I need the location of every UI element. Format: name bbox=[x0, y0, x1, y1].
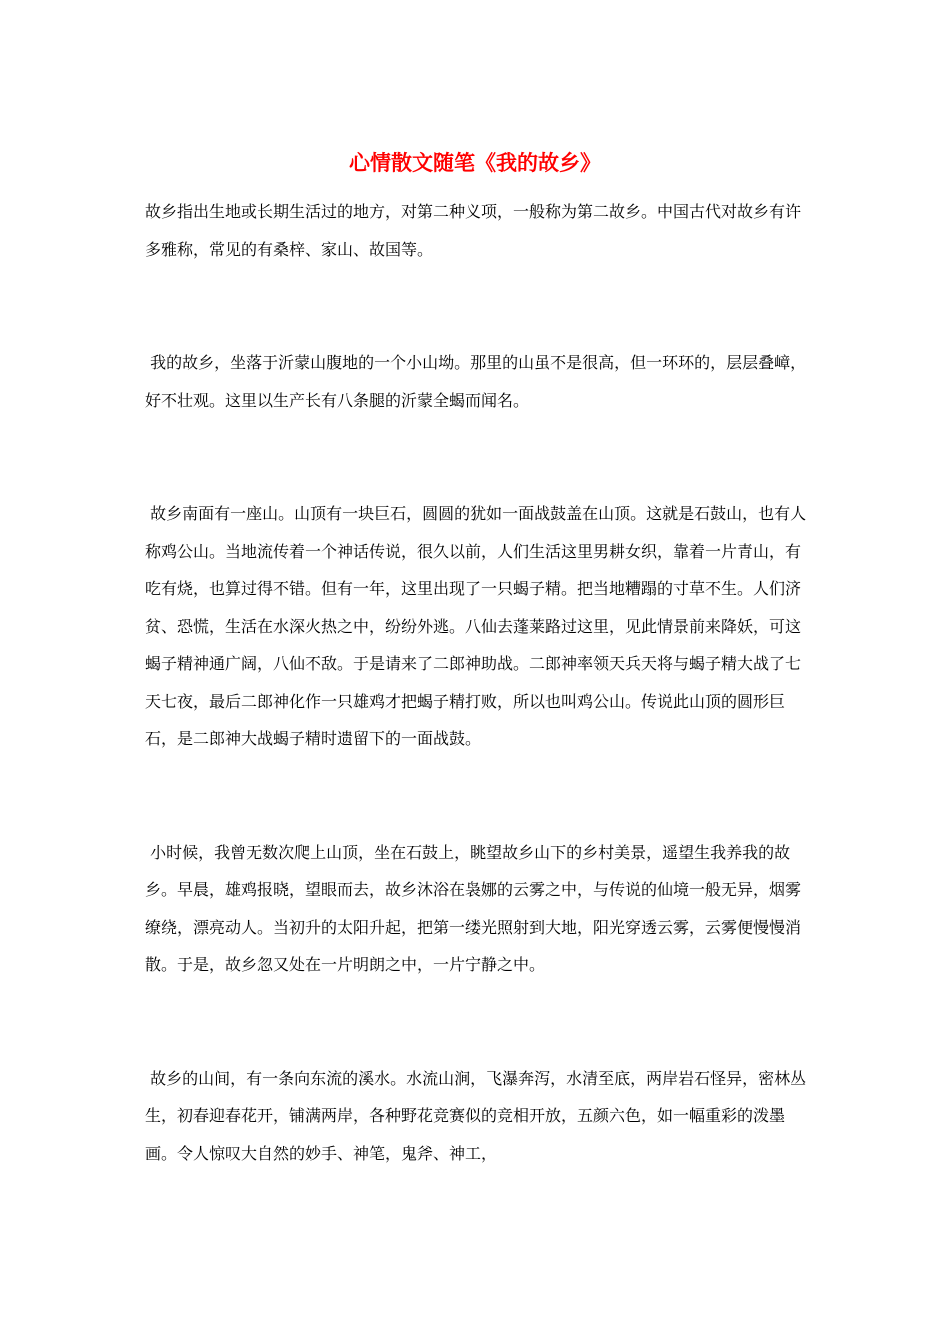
document-body bbox=[145, 193, 810, 1172]
paragraph-stone-drum-legend: 故乡南面有一座山。山顶有一块巨石，圆圆的犹如一面战鼓盖在山顶。这就是石鼓山，也有人称鸡公山。当地流传着一个神话传说，很久以前，人们生活这里男耕女织，靠着一片青山，有吃有烧，也算过得不错。但有一年，这里出现了一只蝎子精。把当地糟蹋的寸草不生。人们济贫、恐慌，生活在水深火热之中，纷纷外逃。八仙去蓬莱路过这里，见此情景前来降妖，可这蝎子精神通广阔，八仙不敌。于是请来了二郎神助战。二郎神率领天兵天将与蝎子精大战了七天七夜，最后二郎神化作一只雄鸡才把蝎子精打败，所以也叫鸡公山。传说此山顶的圆形巨石，是二郎神大战蝎子精时遗留下的一面战鼓。 bbox=[145, 504, 807, 748]
paragraph-spacer bbox=[145, 758, 810, 834]
paragraph-spacer bbox=[145, 419, 810, 495]
paragraph-mountain-stream: 故乡的山间，有一条向东流的溪水。水流山涧，飞瀑奔泻，水清至底，两岸岩石怪异，密林丛生，初春迎春花开，铺满两岸，各种野花竞赛似的竞相开放，五颜六色，如一幅重彩的泼墨画。令人惊叹大自然的妙手、神笔，鬼斧、神工， bbox=[145, 1068, 807, 1163]
paragraph-spacer bbox=[145, 984, 810, 1060]
paragraph-intro: 故乡指出生地或长期生活过的地方，对第二种义项，一般称为第二故乡。中国古代对故乡有许多雅称，常见的有桑梓、家山、故国等。 bbox=[145, 202, 802, 259]
paragraph-hometown-location: 我的故乡，坐落于沂蒙山腹地的一个小山坳。那里的山虽不是很高，但一环环的，层层叠嶂，好不壮观。这里以生产长有八条腿的沂蒙全蝎而闻名。 bbox=[145, 353, 807, 410]
paragraph-childhood-view: 小时候，我曾无数次爬上山顶，坐在石鼓上，眺望故乡山下的乡村美景，遥望生我养我的故乡。早晨，雄鸡报晓，望眼而去，故乡沐浴在袅娜的云雾之中，与传说的仙境一般无异，烟雾缭绕，漂亮动人。当初升的太阳升起，把第一缕光照射到大地，阳光穿透云雾，云雾便慢慢消散。于是，故乡忽又处在一片明朗之中，一片宁静之中。 bbox=[145, 842, 802, 974]
paragraph-spacer bbox=[145, 268, 810, 344]
document-title: 心情散文随笔《我的故乡》 bbox=[349, 150, 601, 175]
